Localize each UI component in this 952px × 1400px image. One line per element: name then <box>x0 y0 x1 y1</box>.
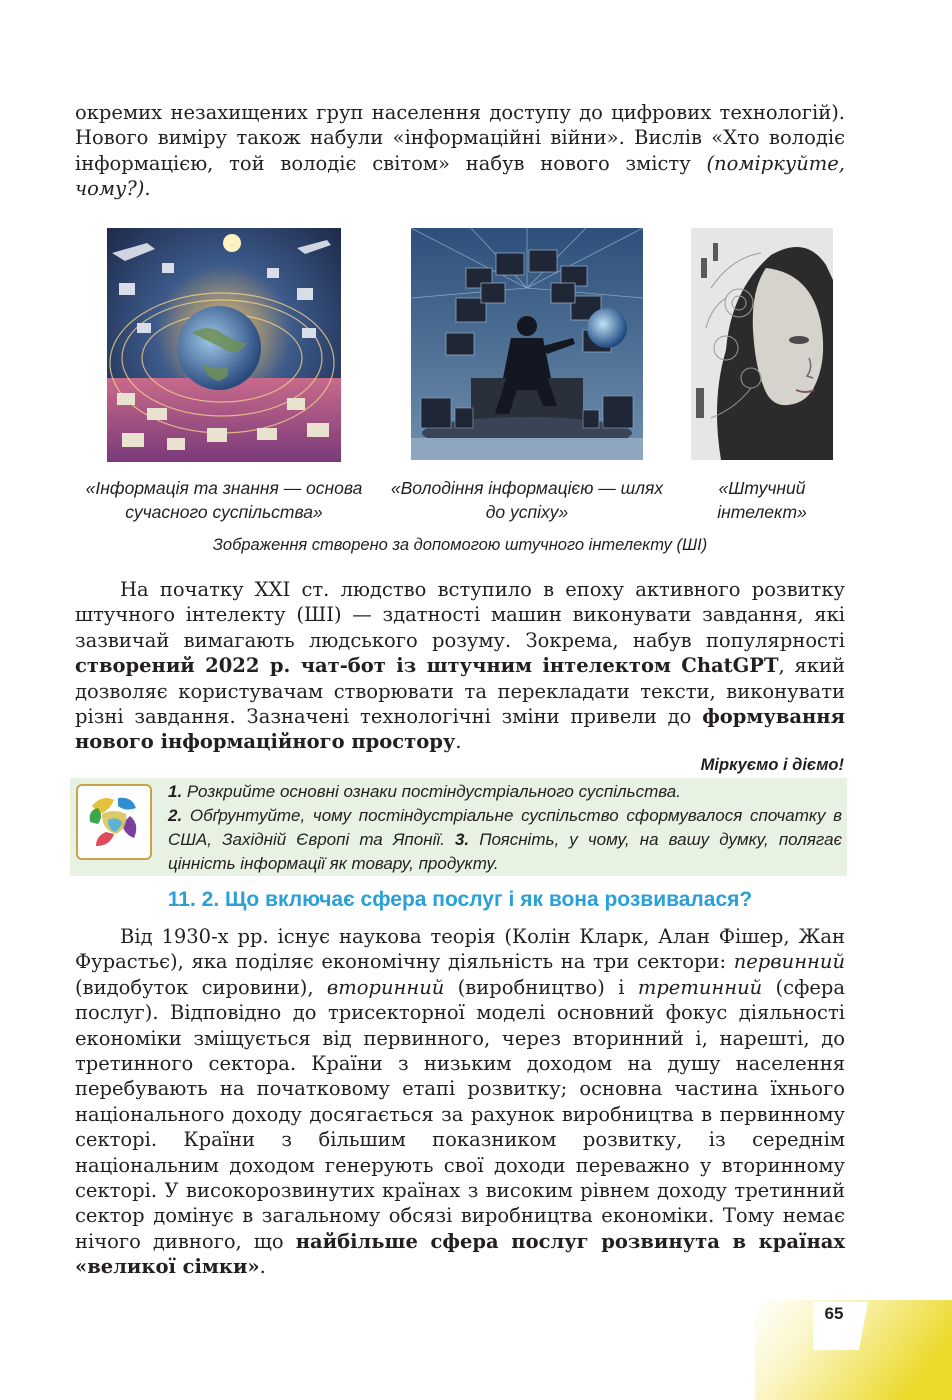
ai-paragraph: На початку XXI ст. людство вступило в епоху активного розвитку штучного інтелекту (ШІ) — здатності машин виконувати завдання, які зазвичай вимагають людського розуму. Зокрема, набув популярності створений 2022 р. чат-бот із штучним інтелектом ChatGPT, який дозволяє користувачам створювати та перекладати тексти, виконувати різні завдання. Зазначені технологічні зміни привели до формування нового інформаційного простору. <box>75 578 845 754</box>
hands-icon <box>76 784 152 860</box>
task-3: Поясніть, у чому, на вашу думку, полягає цінність інформації як товару, продукту. <box>168 830 842 873</box>
info-space-highlight: формування нового інформаційного простору <box>75 705 845 754</box>
chatgpt-highlight: створений 2022 р. чат-бот із штучним інтелектом ChatGPT <box>75 654 779 678</box>
page-number: 65 <box>824 1304 844 1323</box>
figure-caption-3: «Штучний інтелект» <box>717 478 807 522</box>
figure-caption-2: «Володіння інформацією — шлях до успіху» <box>390 478 664 522</box>
ai-throne-image <box>411 228 643 460</box>
tasks-text: 1. Розкрийте основні ознаки постіндустріального суспільства. 2. Обґрунтуйте, чому постіндустріальне суспільство сформувалося спочатку в США, Західній Європі та Японії. 3. Поясніть, у чому, на вашу думку, полягає цінність інформації як товару, продукту. <box>168 782 842 873</box>
ai-globe-image <box>107 228 341 462</box>
tasks-box <box>70 778 847 876</box>
ai-robot-face-image <box>691 228 833 460</box>
figure-caption-1: «Інформація та знання — основа сучасного суспільства» <box>85 478 363 522</box>
section-paragraph: Від 1930-х рр. існує наукова теорія (Колін Кларк, Алан Фішер, Жан Фурастьє), яка поділяє економічну діяльність на три сектори: первинний (видобуток сировини), вторинний (виробництво) і третинний (сфера послуг). Відповідно до трисекторної моделі основний фокус діяльності економіки зміщується від первинного, через вторинний і, нарешті, до третинного сектора. Країни з низьким доходом на душу населення перебувають на початковому етапі розвитку; основна частина їхнього національного доходу досягається за рахунок виробництва в первинному секторі. Країни з більшим показником розвитку, із середнім національним доходом генерують свої доходи переважно у вторинному секторі. У високорозвинутих країнах з високим рівнем доходу третинний сектор домінує в загальному обсязі виробництва економіки. Тому немає нічого дивного, що найбільше сфера послуг розвинута в країнах «великої сімки». <box>75 925 845 1279</box>
figures-credit: Зображення створено за допомогою штучного інтелекту (ШІ) <box>212 536 708 554</box>
task-1: Розкрийте основні ознаки постіндустріального суспільства. <box>182 782 681 801</box>
intro-italic: (поміркуйте, чому?) <box>75 151 845 201</box>
section-heading: 11. 2. Що включає сфера послуг і як вона розвивалася? <box>167 888 753 911</box>
intro-paragraph: окремих незахищених груп населення доступу до цифрових технологій). Нового виміру також набули «інформаційні війни». Вислів «Хто володіє інформацією, той володіє світом» набув нового змісту (поміркуйте, чому?). <box>75 101 845 201</box>
task-2: Обґрунтуйте, чому постіндустріальне суспільство сформувалося спочатку в США, Західній Європі та Японії. <box>168 806 842 849</box>
g7-highlight: найбільше сфера послуг розвинута в країнах «великої сімки» <box>75 1229 845 1279</box>
tasks-label: Міркуємо і діємо! <box>700 756 844 774</box>
